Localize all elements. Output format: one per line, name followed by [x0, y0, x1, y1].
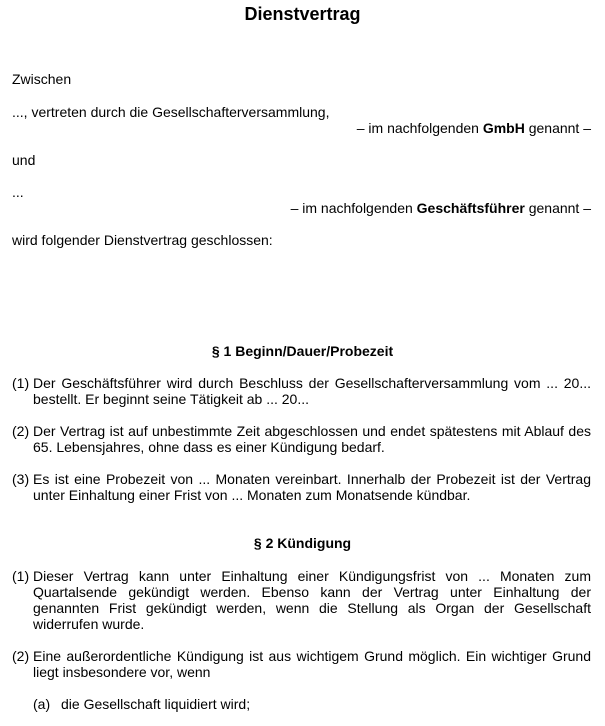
paragraph-text: Es ist eine Probezeit von ... Monaten vereinbart. Innerhalb der Probezeit ist der Vertrag unter Einhaltung einer Frist von ... Monaten zum Monatsende kündbar.	[33, 471, 591, 503]
paragraph-number: (2)	[12, 648, 30, 664]
party2-ref-after: genannt –	[524, 200, 591, 216]
intro-zwischen: Zwischen	[12, 71, 72, 87]
section-heading: § 1 Beginn/Dauer/Probezeit	[211, 343, 394, 359]
intro-und: und	[12, 152, 36, 168]
paragraph	[12, 375, 591, 407]
party1-line: ..., vertreten durch die Gesellschafterversammlung,	[12, 104, 330, 120]
paragraph	[12, 568, 591, 632]
paragraph-text: Der Geschäftsführer wird durch Beschluss der Gesellschafterversammlung vom ... 20... bestellt. Er beginnt seine Tätigkeit ab ... 20...	[33, 375, 591, 407]
party1-reference	[357, 120, 591, 136]
party2-ref-term: Geschäftsführer	[416, 200, 525, 216]
paragraph-number: (1)	[12, 375, 30, 391]
sub-item-text: die Gesellschaft liquidiert wird;	[61, 696, 251, 712]
party1-ref-after: genannt –	[524, 120, 591, 136]
paragraph	[12, 471, 591, 503]
document-title: Dienstvertrag	[244, 4, 361, 24]
paragraph	[12, 423, 591, 455]
paragraph-number: (1)	[12, 568, 30, 584]
sub-item	[33, 696, 250, 712]
party2-ref-before: – im nachfolgenden	[290, 200, 417, 216]
party2-reference	[291, 200, 591, 216]
paragraph	[12, 648, 591, 680]
paragraph-number: (3)	[12, 471, 30, 487]
party2-line: ...	[12, 184, 24, 200]
paragraph-number: (2)	[12, 423, 30, 439]
section-heading: § 2 Kündigung	[253, 535, 352, 551]
intro-closing: wird folgender Dienstvertrag geschlossen:	[12, 232, 273, 248]
sub-item-number: (a)	[33, 696, 51, 712]
party1-ref-term: GmbH	[482, 120, 525, 136]
party1-ref-before: – im nachfolgenden	[356, 120, 483, 136]
paragraph-text: Dieser Vertrag kann unter Einhaltung einer Kündigungsfrist von ... Monaten zum Quartalsende gekündigt werden. Ebenso kann der Vertrag unter Einhaltung der genannten Frist gekündigt werden, wenn die Stellung als Organ der Gesellschaft widerrufen wurde.	[33, 568, 591, 632]
paragraph-text: Der Vertrag ist auf unbestimmte Zeit abgeschlossen und endet spätestens mit Ablauf des 65. Lebensjahres, ohne dass es einer Kündigung bedarf.	[33, 423, 591, 455]
paragraph-text: Eine außerordentliche Kündigung ist aus wichtigem Grund möglich. Ein wichtiger Grund liegt insbesondere vor, wenn	[33, 648, 591, 680]
